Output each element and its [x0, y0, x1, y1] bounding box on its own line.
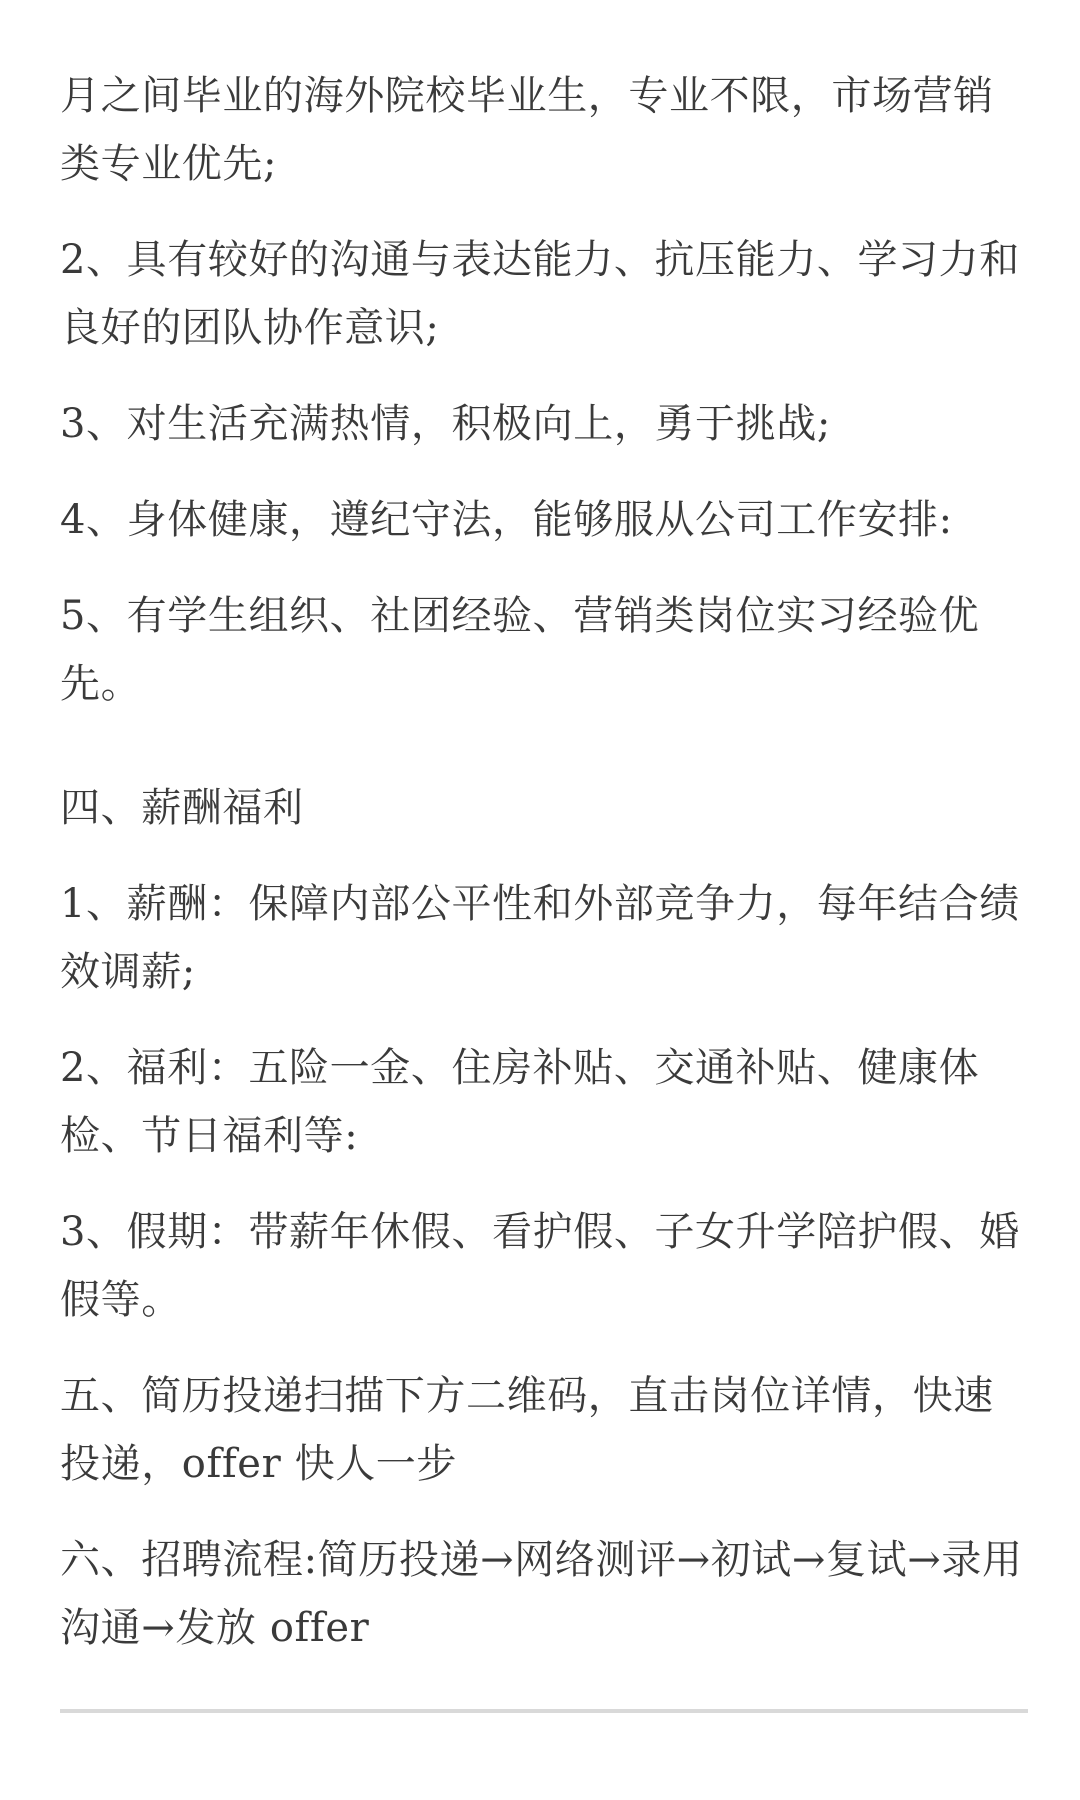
requirement-1-continued: 月之间毕业的海外院校毕业生，专业不限，市场营销类专业优先; [60, 73, 994, 187]
article-body [60, 62, 1032, 1690]
requirement-5: 5、有学生组织、社团经验、营销类岗位实习经验优先。 [60, 593, 980, 707]
requirement-2: 2、具有较好的沟通与表达能力、抗压能力、学习力和良好的团队协作意识; [60, 237, 1020, 351]
benefit-holidays: 3、假期：带薪年休假、看护假、子女升学陪护假、婚假等。 [60, 1209, 1020, 1323]
benefit-salary: 1、薪酬：保障内部公平性和外部竞争力，每年结合绩效调薪; [60, 881, 1020, 995]
bottom-divider [60, 1709, 1028, 1713]
requirement-3: 3、对生活充满热情，积极向上，勇于挑战; [60, 401, 831, 447]
section-recruitment-process: 六、招聘流程:简历投递→网络测评→初试→复试→录用沟通→发放 offer [60, 1537, 1023, 1651]
requirement-4: 4、身体健康，遵纪守法，能够服从公司工作安排: [60, 497, 953, 543]
benefit-welfare: 2、福利：五险一金、住房补贴、交通补贴、健康体检、节日福利等: [60, 1045, 980, 1159]
section-resume-submission: 五、简历投递扫描下方二维码，直击岗位详情，快速投递，offer 快人一步 [60, 1373, 994, 1487]
section-heading-benefits: 四、薪酬福利 [60, 785, 304, 831]
